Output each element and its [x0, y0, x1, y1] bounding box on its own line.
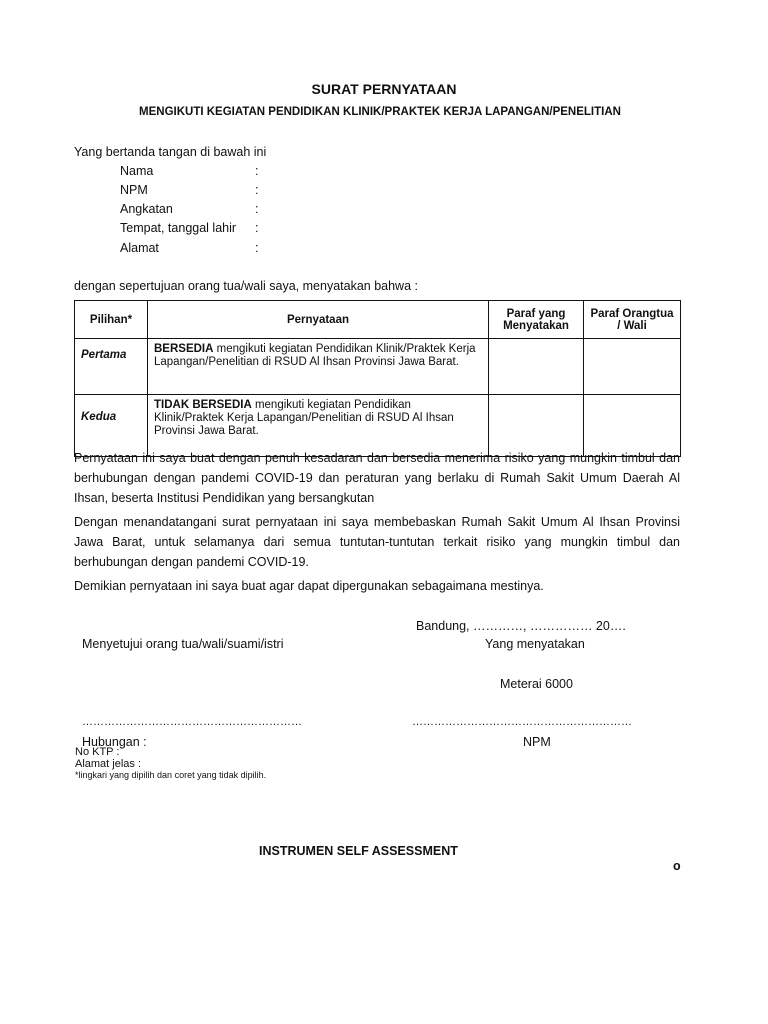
header-pilihan: Pilihan*	[75, 301, 148, 339]
footnote: *lingkari yang dipilih dan coret yang tidak dipilih.	[75, 770, 267, 780]
left-signature-line: ……………………………………………………	[82, 716, 302, 728]
no-ktp-label: No KTP :	[75, 746, 120, 758]
place-date: Bandung, …………, …………… 20….	[416, 619, 626, 633]
field-colon: :	[255, 202, 259, 216]
header-paraf-menyatakan: Paraf yang Menyatakan	[489, 301, 584, 339]
field-colon: :	[255, 241, 259, 255]
paragraph-kesadaran: Pernyataan ini saya buat dengan penuh kesadaran dan bersedia menerima risiko yang mungkin timbul dan berhubungan dengan pandemi COVID-19 dan peraturan yang berlaku di Rumah Sakit Umum Daerah Al Ihsan, beserta Institusi Pendidikan yang bersangkutan	[74, 451, 680, 505]
section-title: INSTRUMEN SELF ASSESSMENT	[259, 844, 458, 858]
paragraph-penutup: Demikian pernyataan ini saya buat agar dapat dipergunakan sebagaimana mestinya.	[74, 579, 544, 593]
document-title: SURAT PERNYATAAN	[311, 81, 457, 97]
meterai-label: Meterai 6000	[500, 677, 573, 691]
consent-line: dengan sepertujuan orang tua/wali saya, menyatakan bahwa :	[74, 279, 418, 293]
paraf-menyatakan-cell[interactable]	[489, 339, 584, 395]
field-label-angkatan: Angkatan	[120, 202, 173, 216]
pilihan-kedua[interactable]: Kedua	[75, 395, 148, 457]
field-label-alamat: Alamat	[120, 241, 159, 255]
npm-label: NPM	[523, 735, 551, 749]
field-label-nama: Nama	[120, 164, 154, 178]
right-signature-line: ……………………………………………………	[412, 716, 632, 728]
statement-keyword: BERSEDIA	[154, 343, 214, 355]
table-header-row	[75, 301, 681, 339]
statement-text: mengikuti kegiatan Pendidikan Klinik/Praktek Kerja Lapangan/Penelitian di RSUD Al Ihsan Provinsi Jawa Barat.	[154, 343, 476, 368]
statement-table	[74, 300, 681, 457]
right-signature-heading: Yang menyatakan	[485, 637, 585, 651]
field-label-npm: NPM	[120, 183, 148, 197]
intro-text: Yang bertanda tangan di bawah ini	[74, 145, 267, 159]
field-colon: :	[255, 221, 259, 235]
alamat-jelas-label: Alamat jelas :	[75, 758, 142, 770]
statement-bersedia	[148, 339, 489, 395]
header-paraf-orangtua: Paraf Orangtua / Wali	[584, 301, 681, 339]
statement-keyword: TIDAK BERSEDIA	[154, 399, 252, 411]
table-row	[75, 339, 681, 395]
field-colon: :	[255, 183, 259, 197]
document-subtitle: MENGIKUTI KEGIATAN PENDIDIKAN KLINIK/PRAKTEK KERJA LAPANGAN/PENELITIAN	[139, 106, 621, 118]
pilihan-pertama[interactable]: Pertama	[75, 339, 148, 395]
page-marker: o	[673, 859, 681, 873]
field-colon: :	[255, 164, 259, 178]
field-label-ttl: Tempat, tanggal lahir	[120, 221, 237, 235]
left-signature-heading: Menyetujui orang tua/wali/suami/istri	[82, 637, 284, 651]
statement-text: mengikuti kegiatan Pendidikan Klinik/Praktek Kerja Lapangan/Penelitian di RSUD Al Ihsan Provinsi Jawa Barat.	[154, 399, 454, 437]
paraf-orangtua-cell[interactable]	[584, 339, 681, 395]
paragraph-pembebasan: Dengan menandatangani surat pernyataan ini saya membebaskan Rumah Sakit Umum Al Ihsan Provinsi Jawa Barat, untuk selamanya dari semua tuntutan-tuntutan terkait risiko yang mungkin timbul dan berhubungan dengan pandemi COVID-19.	[74, 515, 680, 569]
hubungan-label: Hubungan :	[82, 735, 147, 749]
header-pernyataan: Pernyataan	[148, 301, 489, 339]
